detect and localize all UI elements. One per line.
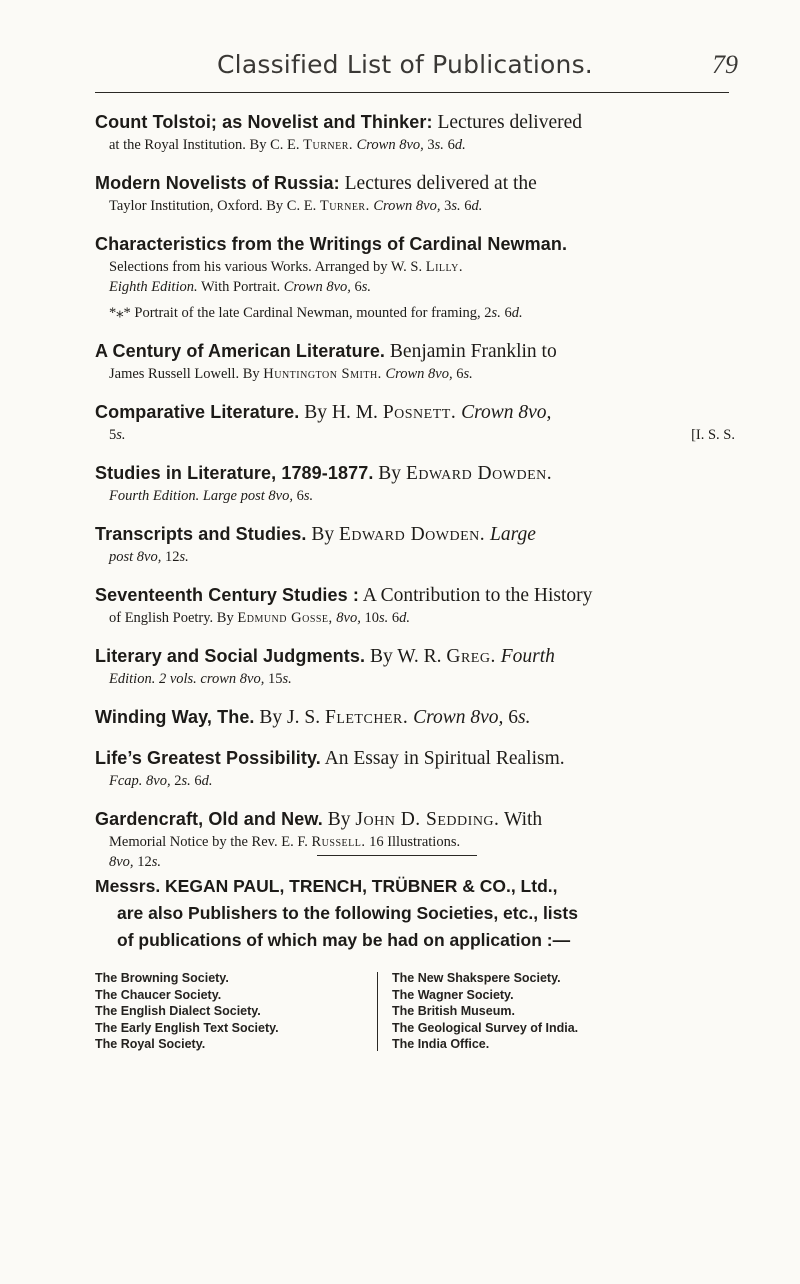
entry-detail-text: s.: [491, 305, 501, 321]
entry-detail-text: Eighth Edition.: [109, 279, 198, 295]
entry-text: A Contribution to the History: [358, 585, 593, 606]
publication-entry: [95, 461, 735, 506]
entry-text: By: [322, 809, 356, 830]
entry-title: A Century of American Literature.: [95, 341, 386, 361]
entry-title: Count Tolstoi; as Novelist and Thinker:: [95, 112, 433, 132]
entry-detail-text: Turner.: [319, 198, 370, 214]
entry-detail-text: Huntington Smith.: [263, 366, 382, 382]
entry-heading: [95, 400, 735, 425]
entry-text: By H. M.: [299, 402, 383, 423]
entry-detail-text: s.: [116, 427, 126, 443]
entry-detail-text: Lilly.: [425, 259, 463, 275]
entry-detail: [95, 425, 735, 445]
entry-detail-text: 6: [443, 137, 455, 153]
entry-detail-text: d.: [201, 773, 213, 789]
entry-detail-text: d.: [454, 137, 466, 153]
running-head: [98, 50, 738, 80]
entry-heading: [95, 644, 735, 669]
entry-detail-text: 6: [500, 305, 512, 321]
entry-title: Comparative Literature.: [95, 402, 300, 422]
society-item: The Wagner Society.: [392, 987, 514, 1002]
entry-heading: [95, 171, 735, 196]
entry-detail: [95, 135, 735, 155]
publication-entry: [95, 746, 735, 791]
publication-entry: [95, 339, 735, 384]
entry-title: Transcripts and Studies.: [95, 524, 307, 544]
entry-detail: [95, 832, 735, 852]
entry-text: Fourth: [500, 646, 555, 667]
society-item: The British Museum.: [392, 1004, 515, 1018]
publication-entry: [95, 232, 735, 297]
entry-text: By J. S.: [254, 707, 325, 728]
publication-entry: [95, 400, 735, 445]
entry-detail-text: s.: [361, 279, 372, 295]
entry-detail: [95, 486, 735, 506]
entry-detail-text: Russell.: [311, 834, 366, 850]
entry-text: Fletcher.: [324, 707, 409, 728]
entry-text: An Essay in Spiritual Realism.: [320, 748, 565, 769]
entry-text: s.: [518, 707, 531, 728]
entry-detail: [95, 257, 735, 277]
entry-detail-text: s.: [181, 773, 191, 789]
entry-text: Large: [490, 524, 536, 545]
entry-text: Greg.: [446, 646, 496, 667]
entry-title: Modern Novelists of Russia:: [95, 173, 340, 193]
entry-detail-text: s.: [434, 137, 444, 153]
societies-column-left: [95, 970, 377, 1053]
entry-detail-text: s.: [179, 549, 189, 565]
publication-entry: [95, 644, 735, 689]
society-item: The English Dialect Society.: [95, 1004, 261, 1018]
entry-heading: [95, 746, 735, 771]
society-item: The India Office.: [392, 1037, 490, 1051]
entry-detail-text: s.: [303, 488, 314, 504]
entry-text: Lectures delivered at the: [339, 173, 537, 194]
entry-detail-text: Crown 8vo,: [373, 198, 441, 214]
entry-detail-text: Crown 8vo,: [283, 279, 351, 295]
entry-detail-text: Edition. 2 vols. crown 8vo,: [109, 671, 265, 687]
entry-detail-text: 10: [360, 610, 379, 626]
publishers-notice-line: are also Publishers to the following Societies, etc., lists: [117, 903, 578, 923]
entry-detail-text: 15: [264, 671, 283, 687]
entry-detail-text: Large post 8vo,: [202, 488, 293, 504]
entry-title: Literary and Social Judgments.: [95, 646, 366, 666]
entry-detail-text: 6: [190, 773, 202, 789]
series-mark: [I. S. S.: [691, 427, 735, 443]
entry-heading: [95, 522, 735, 547]
entry-heading: [95, 807, 735, 832]
entry-text: Posnett.: [382, 402, 457, 423]
entry-note: [95, 303, 735, 323]
entry-detail-text: 12: [161, 549, 180, 565]
entry-text: By W. R.: [365, 646, 447, 667]
entry-title: Studies in Literature, 1789-1877.: [95, 463, 374, 483]
entry-heading: [95, 339, 735, 364]
entry-detail-text: s.: [463, 366, 473, 382]
entry-detail-text: Fourth Edition.: [109, 488, 200, 504]
society-item: The Browning Society.: [95, 971, 229, 985]
entry-heading: [95, 232, 735, 257]
entry-text: Edward Dowden.: [338, 524, 486, 545]
entry-detail-text: post 8vo,: [109, 549, 162, 565]
entry-detail-text: 6: [292, 488, 304, 504]
publication-entry: [95, 110, 735, 155]
society-item: The Chaucer Society.: [95, 987, 222, 1002]
entry-text: Edward Dowden.: [405, 463, 553, 484]
entry-detail-text: 3: [440, 198, 452, 214]
entry-title: Gardencraft, Old and New.: [95, 809, 323, 829]
society-item: The New Shakspere Society.: [392, 971, 561, 985]
entry-detail-text: Selections from his various Works. Arranged by W. S.: [109, 259, 426, 275]
entry-text: With: [499, 809, 543, 830]
entry-detail-text: 6: [388, 610, 400, 626]
header-rule: [95, 92, 729, 93]
entry-detail-text: d.: [399, 610, 411, 626]
entry-title: Life’s Greatest Possibility.: [95, 748, 321, 768]
publication-entry: [95, 705, 735, 730]
entry-detail-text: 8vo,: [109, 854, 134, 870]
entry-title: Seventeenth Century Studies :: [95, 585, 359, 605]
entry-detail: [95, 771, 735, 791]
entry-detail-text: 8vo,: [336, 610, 361, 626]
societies-list: [95, 970, 735, 1053]
entry-heading: [95, 461, 735, 486]
entry-detail: [95, 669, 735, 689]
entry-detail-text: at the Royal Institution. By C. E.: [109, 137, 304, 153]
entry-text: 6: [503, 707, 518, 728]
entry-text: Benjamin Franklin to: [385, 341, 557, 362]
entry-detail-text: s.: [282, 671, 292, 687]
entry-detail-text: s.: [451, 198, 461, 214]
entry-detail-text: With Portrait.: [197, 279, 284, 295]
entry-detail: [95, 364, 735, 384]
society-item: The Geological Survey of India.: [392, 1020, 579, 1035]
entry-detail-text: 6: [350, 279, 362, 295]
entry-detail-text: Edmund Gosse,: [237, 610, 333, 626]
entry-text: Crown 8vo,: [461, 402, 552, 423]
entry-text: Crown 8vo,: [413, 707, 504, 728]
entry-detail-text: *⁎* Portrait of the late Cardinal Newman, mounted for framing, 2: [109, 305, 492, 321]
entry-detail-text: s.: [151, 854, 161, 870]
entry-detail-text: Crown 8vo,: [385, 366, 453, 382]
entry-heading: [95, 110, 735, 135]
publishers-notice: [95, 873, 735, 954]
entry-detail: [95, 196, 735, 216]
entry-detail-text: 5: [109, 427, 117, 443]
column-divider: [377, 972, 378, 1051]
entry-detail: [95, 608, 735, 628]
entry-detail-text: of English Poetry. By: [109, 610, 238, 626]
entry-detail-text: 2: [170, 773, 182, 789]
publication-entry: [95, 171, 735, 216]
entry-detail-text: 6: [460, 198, 472, 214]
entry-detail-text: 3: [423, 137, 435, 153]
entry-detail: [95, 547, 735, 567]
entry-detail-text: Crown 8vo,: [356, 137, 424, 153]
entry-detail-text: Memorial Notice by the Rev. E. F.: [109, 834, 312, 850]
entry-detail-text: s.: [378, 610, 389, 626]
entry-detail-text: James Russell Lowell. By: [109, 366, 264, 382]
publishers-notice-line: Messrs. KEGAN PAUL, TRENCH, TRÜBNER & CO., Ltd.,: [95, 876, 558, 896]
entry-detail-text: Taylor Institution, Oxford. By C. E.: [109, 198, 320, 214]
entry-title: Winding Way, The.: [95, 707, 255, 727]
entry-detail-text: 16 Illustrations.: [365, 834, 461, 850]
entry-text: By: [306, 524, 339, 545]
entry-title: Characteristics from the Writings of Cardinal Newman.: [95, 234, 568, 254]
entry-detail-text: 6: [452, 366, 464, 382]
society-item: The Early English Text Society.: [95, 1020, 279, 1035]
entry-text: John D. Sedding.: [355, 809, 500, 830]
entry-heading: [95, 705, 735, 730]
entry-heading: [95, 583, 735, 608]
entry-detail-text: Turner.: [303, 137, 354, 153]
page-number: 79: [712, 50, 738, 79]
entry-detail-text: Fcap. 8vo,: [109, 773, 171, 789]
section-divider: [317, 855, 477, 856]
publication-entry: [95, 807, 735, 872]
publication-entry: [95, 522, 735, 567]
society-item: The Royal Society.: [95, 1037, 206, 1051]
societies-column-right: [392, 970, 578, 1053]
entry-detail-text: 12: [133, 854, 152, 870]
publication-list: [95, 110, 735, 888]
entry-detail: [95, 277, 735, 297]
publication-entry: [95, 583, 735, 628]
entry-detail-text: d.: [471, 198, 483, 214]
entry-text: Lectures delivered: [432, 112, 583, 133]
publishers-notice-line: of publications of which may be had on application :—: [117, 930, 571, 950]
running-title: Classified List of Publications.: [217, 50, 593, 79]
entry-text: By: [373, 463, 406, 484]
entry-detail: [109, 303, 735, 323]
entry-detail-text: d.: [511, 305, 523, 321]
